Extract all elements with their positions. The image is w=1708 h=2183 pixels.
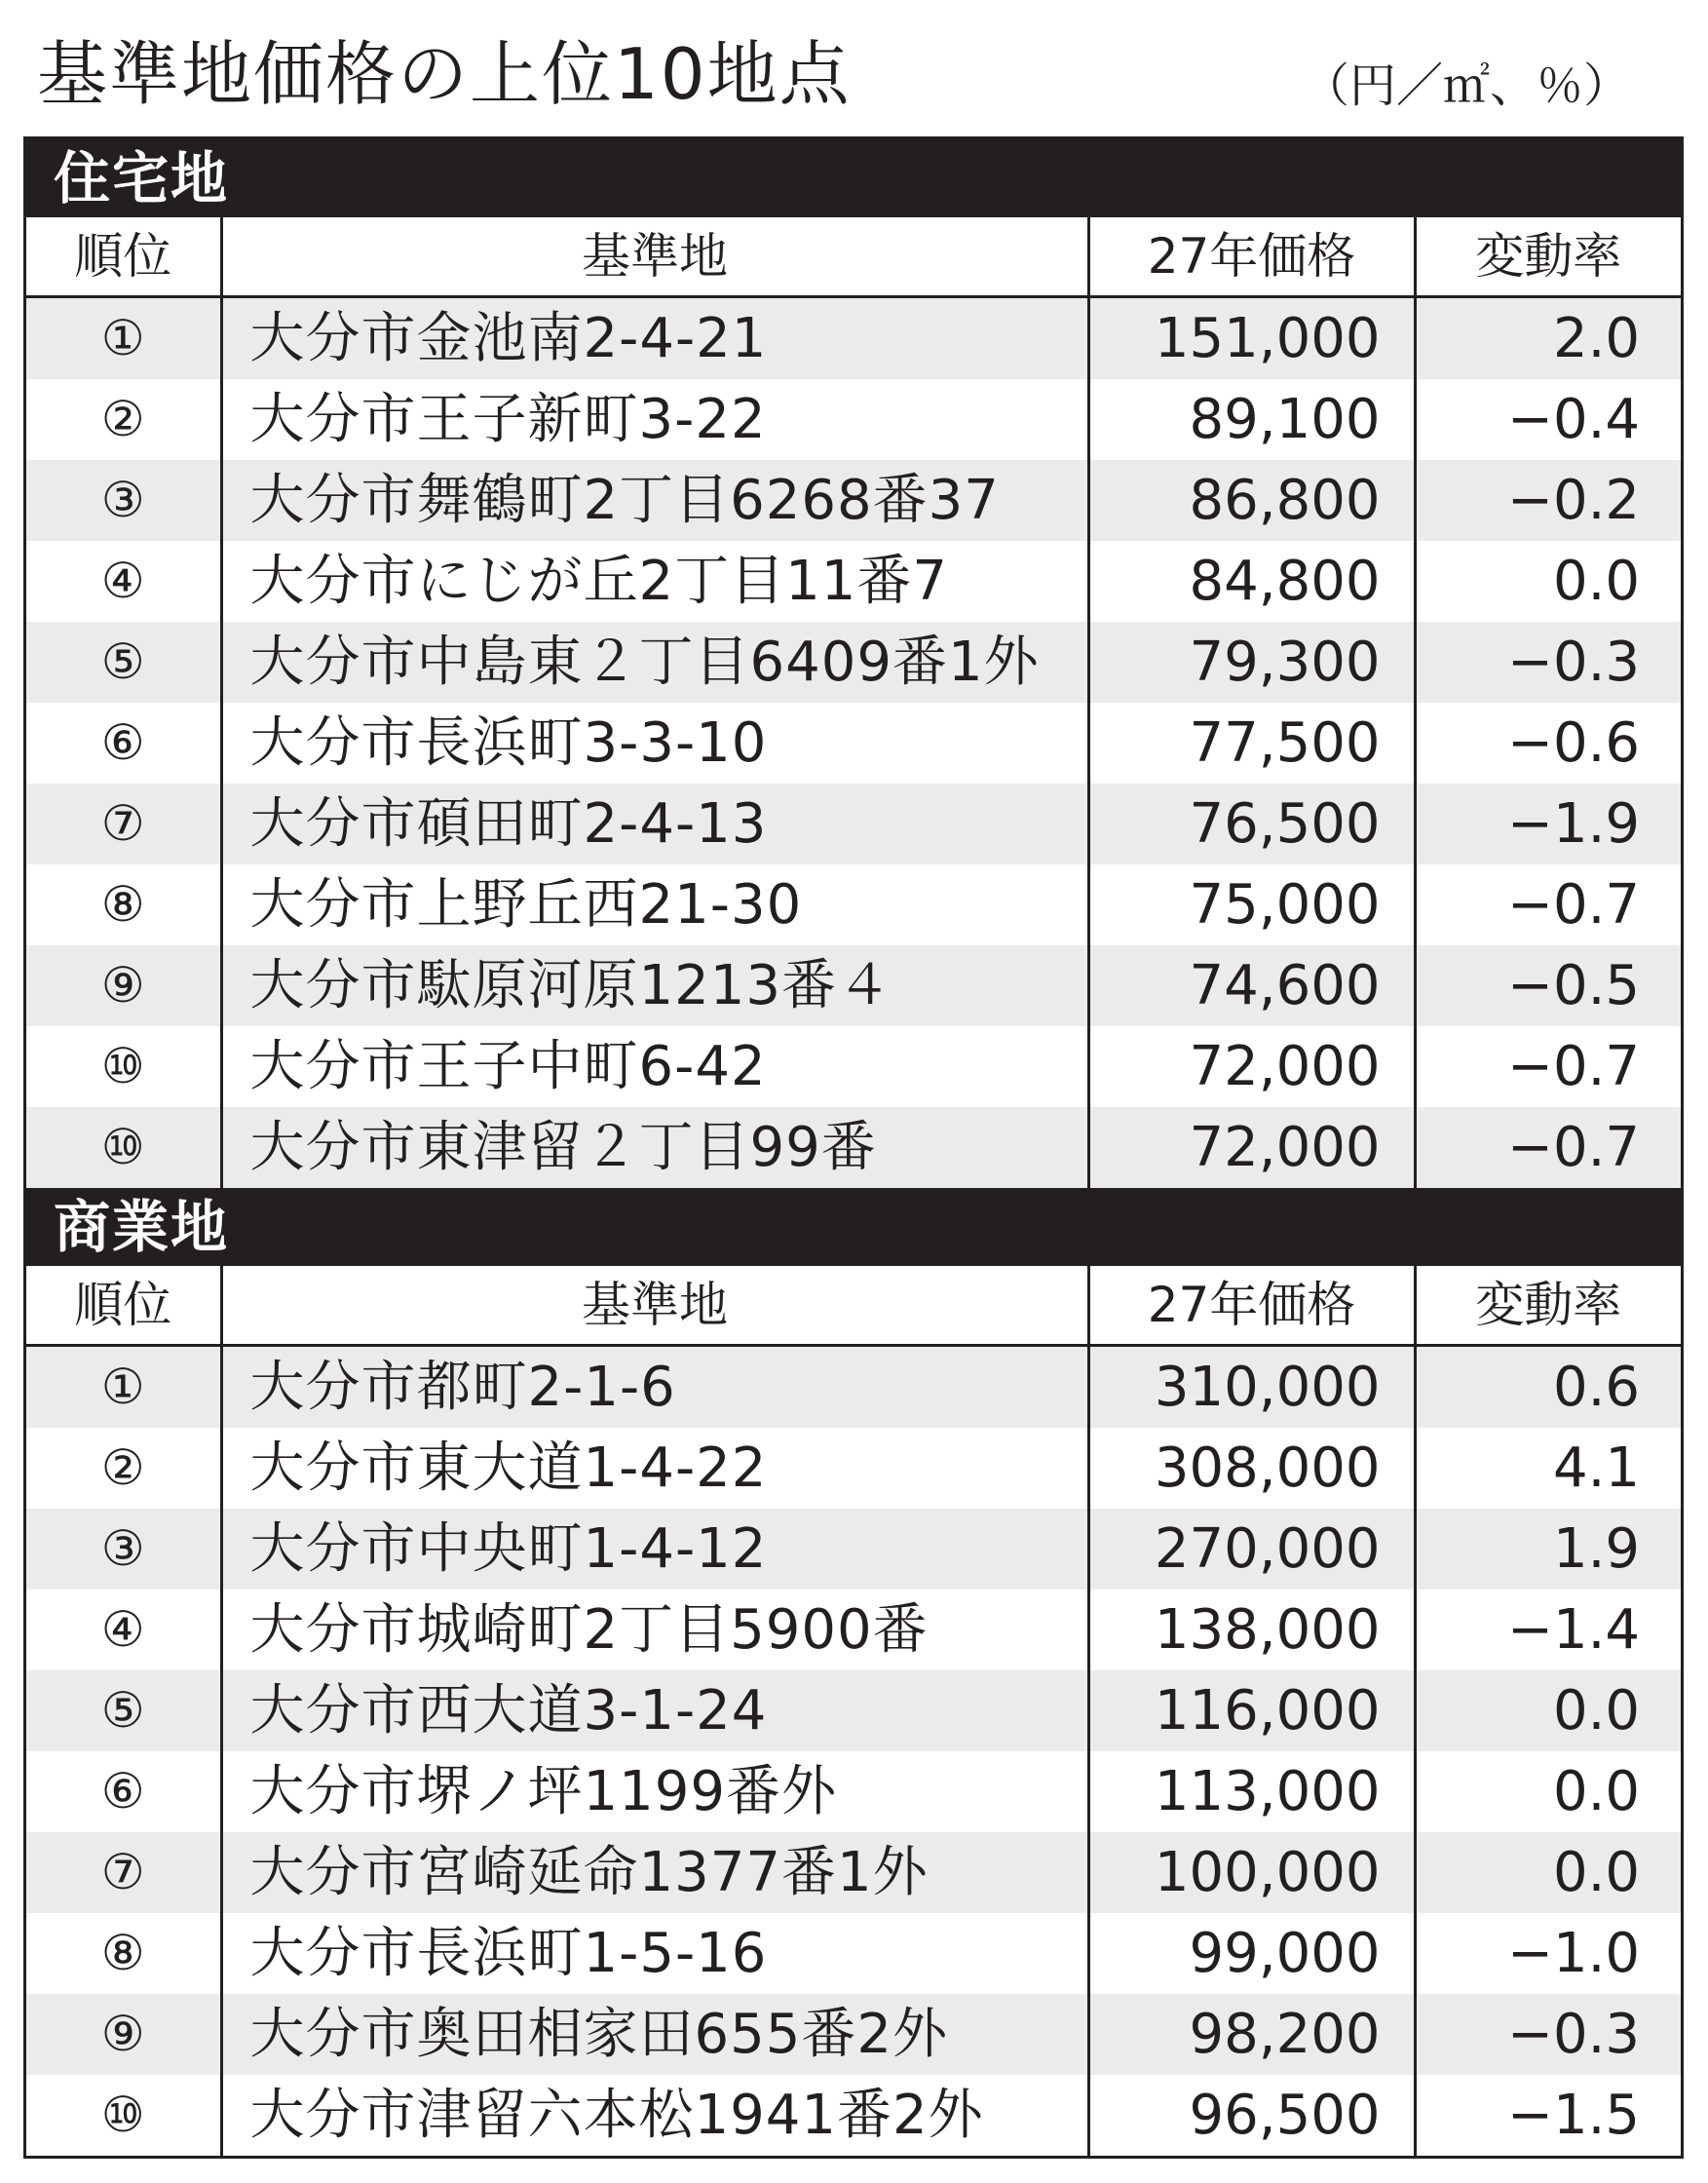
- rank-cell: ⑤: [26, 622, 221, 703]
- header-price: 27年価格: [1088, 217, 1415, 297]
- header-rate: 変動率: [1415, 217, 1681, 297]
- rank-cell: ⑨: [26, 1994, 221, 2075]
- rate-cell: −1.5: [1415, 2075, 1681, 2156]
- rank-cell: ⑩: [100, 2087, 145, 2143]
- table-row: [26, 297, 1681, 380]
- rank-cell: ②: [100, 1439, 145, 1496]
- price-cell: 72,000: [1088, 1107, 1415, 1188]
- price-cell: 116,000: [1088, 1670, 1415, 1751]
- price-cell: 96,500: [1088, 2075, 1415, 2156]
- page-title: 基準地価格の上位10地点: [37, 33, 852, 115]
- place-cell: 大分市奥田相家田655番2外: [221, 1994, 1088, 2075]
- place-cell: 大分市津留六本松1941番2外: [221, 2075, 1088, 2156]
- place-cell: 大分市城崎町2丁目5900番: [221, 1589, 1088, 1670]
- price-cell: 89,100: [1088, 379, 1415, 460]
- rate-cell: 4.1: [1415, 1428, 1681, 1509]
- rank-cell: ⑩: [100, 1038, 145, 1094]
- table-row: [26, 2075, 1681, 2156]
- place-cell: 大分市にじが丘2丁目11番7: [221, 541, 1088, 622]
- table-row: [26, 1107, 1681, 1188]
- place-cell: 大分市王子新町3-22: [221, 379, 1088, 460]
- residential-table: [26, 217, 1681, 1188]
- place-cell: 大分市中島東２丁目6409番1外: [221, 622, 1088, 703]
- place-cell: 大分市都町2-1-6: [221, 1346, 1088, 1429]
- place-cell: 大分市宮崎延命1377番1外: [221, 1832, 1088, 1913]
- price-table-frame: [23, 136, 1684, 2159]
- rank-cell: ⑨: [26, 945, 221, 1026]
- place-cell: 大分市長浜町3-3-10: [221, 703, 1088, 784]
- rate-cell: −0.6: [1415, 703, 1681, 784]
- rank-cell: ②: [100, 391, 145, 447]
- price-cell: 79,300: [1088, 622, 1415, 703]
- place-cell: 大分市中央町1-4-12: [221, 1509, 1088, 1589]
- table-row: [26, 864, 1681, 945]
- place-cell: 大分市金池南2-4-21: [221, 297, 1088, 380]
- rank-cell: ③: [26, 460, 221, 541]
- price-cell: 77,500: [1088, 703, 1415, 784]
- column-header-row: [26, 1266, 1681, 1346]
- place-cell: 大分市駄原河原1213番４: [221, 945, 1088, 1026]
- rank-cell: ④: [100, 553, 145, 609]
- rate-cell: −0.7: [1415, 1026, 1681, 1107]
- place-cell: 大分市西大道3-1-24: [221, 1670, 1088, 1751]
- rate-cell: −0.4: [1415, 379, 1681, 460]
- rank-cell: ③: [26, 1509, 221, 1589]
- rank-cell: ⑧: [100, 1925, 145, 1981]
- price-cell: 72,000: [1088, 1026, 1415, 1107]
- table-row: [26, 1832, 1681, 1913]
- place-cell: 大分市東津留２丁目99番: [221, 1107, 1088, 1188]
- place-cell: 大分市長浜町1-5-16: [221, 1913, 1088, 1994]
- table-row: [26, 1913, 1681, 1994]
- section-header-commercial: 商業地: [26, 1188, 1681, 1266]
- rate-cell: 0.0: [1415, 541, 1681, 622]
- price-cell: 138,000: [1088, 1589, 1415, 1670]
- rate-cell: 1.9: [1415, 1509, 1681, 1589]
- header-place: 基準地: [221, 1266, 1088, 1346]
- rank-cell: ⑦: [26, 1832, 221, 1913]
- price-cell: 270,000: [1088, 1509, 1415, 1589]
- place-cell: 大分市堺ノ坪1199番外: [221, 1751, 1088, 1832]
- header-place: 基準地: [221, 217, 1088, 297]
- rate-cell: −1.4: [1415, 1589, 1681, 1670]
- header-rate: 変動率: [1415, 1266, 1681, 1346]
- rank-cell: ⑧: [100, 876, 145, 933]
- table-row: [26, 1026, 1681, 1107]
- place-cell: 大分市碩田町2-4-13: [221, 784, 1088, 864]
- rank-cell: ①: [26, 1346, 221, 1429]
- price-cell: 310,000: [1088, 1346, 1415, 1429]
- table-row: [26, 460, 1681, 541]
- table-row: [26, 784, 1681, 864]
- table-row: [26, 379, 1681, 460]
- rate-cell: −0.3: [1415, 622, 1681, 703]
- header-rank: 順位: [26, 1266, 221, 1346]
- rate-cell: 0.0: [1415, 1670, 1681, 1751]
- place-cell: 大分市東大道1-4-22: [221, 1428, 1088, 1509]
- rate-cell: −1.0: [1415, 1913, 1681, 1994]
- price-cell: 151,000: [1088, 297, 1415, 380]
- rate-cell: 0.6: [1415, 1346, 1681, 1429]
- rate-cell: −0.7: [1415, 864, 1681, 945]
- header-rank: 順位: [26, 217, 221, 297]
- table-row: [26, 1751, 1681, 1832]
- table-row: [26, 1589, 1681, 1670]
- price-cell: 86,800: [1088, 460, 1415, 541]
- table-row: [26, 945, 1681, 1026]
- price-cell: 84,800: [1088, 541, 1415, 622]
- rate-cell: −0.3: [1415, 1994, 1681, 2075]
- price-cell: 74,600: [1088, 945, 1415, 1026]
- rate-cell: −0.7: [1415, 1107, 1681, 1188]
- commercial-table: [26, 1266, 1681, 2156]
- table-row: [26, 1670, 1681, 1751]
- price-cell: 99,000: [1088, 1913, 1415, 1994]
- table-row: [26, 703, 1681, 784]
- table-row: [26, 541, 1681, 622]
- rank-cell: ④: [100, 1601, 145, 1658]
- rate-cell: −0.2: [1415, 460, 1681, 541]
- place-cell: 大分市王子中町6-42: [221, 1026, 1088, 1107]
- rank-cell: ⑦: [26, 784, 221, 864]
- price-cell: 308,000: [1088, 1428, 1415, 1509]
- rate-cell: −0.5: [1415, 945, 1681, 1026]
- rank-cell: ⑤: [26, 1670, 221, 1751]
- rank-cell: ①: [26, 297, 221, 380]
- rank-cell: ⑥: [100, 714, 145, 771]
- column-header-row: [26, 217, 1681, 297]
- table-row: [26, 622, 1681, 703]
- header-price: 27年価格: [1088, 1266, 1415, 1346]
- table-row: [26, 1994, 1681, 2075]
- place-cell: 大分市上野丘西21-30: [221, 864, 1088, 945]
- table-row: [26, 1428, 1681, 1509]
- rank-cell: ⑩: [26, 1107, 221, 1188]
- price-cell: 98,200: [1088, 1994, 1415, 2075]
- table-row: [26, 1509, 1681, 1589]
- rank-cell: ⑥: [100, 1763, 145, 1819]
- rate-cell: −1.9: [1415, 784, 1681, 864]
- price-cell: 75,000: [1088, 864, 1415, 945]
- price-cell: 113,000: [1088, 1751, 1415, 1832]
- place-cell: 大分市舞鶴町2丁目6268番37: [221, 460, 1088, 541]
- section-header-residential: 住宅地: [26, 139, 1681, 217]
- unit-note: （円／㎡、％）: [1302, 58, 1630, 113]
- rate-cell: 2.0: [1415, 297, 1681, 380]
- table-row: [26, 1346, 1681, 1429]
- price-cell: 100,000: [1088, 1832, 1415, 1913]
- rate-cell: 0.0: [1415, 1832, 1681, 1913]
- rate-cell: 0.0: [1415, 1751, 1681, 1832]
- price-cell: 76,500: [1088, 784, 1415, 864]
